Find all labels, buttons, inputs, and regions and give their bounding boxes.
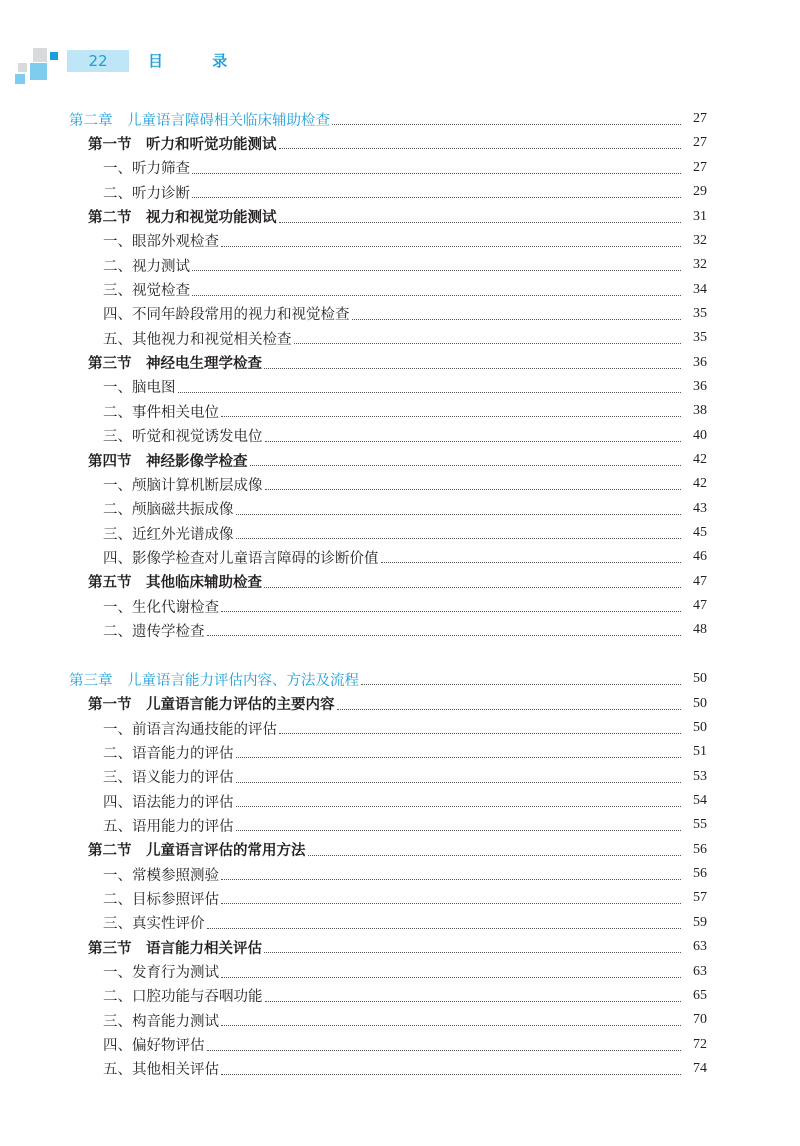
toc-section-row[interactable]: [0, 448, 800, 472]
toc-item-row[interactable]: [0, 180, 800, 204]
toc-title: 四、偏好物评估: [103, 1038, 205, 1055]
toc-item-row[interactable]: [0, 1057, 800, 1081]
decorative-square: [33, 48, 47, 62]
leader-dots: [178, 391, 682, 393]
toc-title: 二、视力测试: [103, 258, 190, 275]
leader-dots: [352, 318, 682, 320]
leader-dots: [192, 196, 681, 198]
toc-row-inner: [88, 937, 707, 958]
toc-item-row[interactable]: [0, 424, 800, 448]
toc-row-inner: [103, 620, 707, 641]
toc-title: 一、听力筛查: [103, 161, 190, 178]
toc-page-number: 29: [693, 184, 707, 200]
toc-row-inner: [103, 1058, 707, 1079]
header-title: 目 录: [148, 52, 250, 70]
toc-page-number: 72: [693, 1036, 707, 1052]
leader-dots: [221, 878, 681, 880]
toc-page-number: 47: [693, 573, 707, 589]
leader-dots: [236, 805, 682, 807]
toc-item-row[interactable]: [0, 545, 800, 569]
toc-row-inner: [103, 912, 707, 933]
toc-row-inner: [88, 693, 707, 714]
toc-page-number: 40: [693, 427, 707, 443]
toc-title: 一、颅脑计算机断层成像: [103, 477, 263, 494]
toc-title: 第二节 视力和视觉功能测试: [88, 209, 277, 227]
toc-page-number: 36: [693, 378, 707, 394]
decorative-square: [50, 52, 58, 60]
page-number: 22: [67, 50, 129, 72]
toc-section-row[interactable]: [0, 204, 800, 228]
toc-item-row[interactable]: [0, 911, 800, 935]
toc-item-row[interactable]: [0, 1032, 800, 1056]
toc-row-inner: [103, 791, 707, 812]
toc-page-number: 74: [693, 1060, 707, 1076]
toc-page-number: 27: [693, 135, 707, 151]
toc-title: 三、真实性评价: [103, 916, 205, 933]
toc-title: 第一节 儿童语言能力评估的主要内容: [88, 696, 335, 714]
toc-title: 一、常模参照测验: [103, 867, 219, 884]
toc-page-number: 57: [693, 890, 707, 906]
leader-dots: [236, 829, 682, 831]
toc-row-inner: [88, 450, 707, 471]
toc-row-inner: [88, 839, 707, 860]
toc-item-row[interactable]: [0, 277, 800, 301]
toc-row-inner: [103, 985, 707, 1006]
toc-title: 第三章 儿童语言能力评估内容、方法及流程: [69, 672, 359, 689]
toc-page-number: 70: [693, 1012, 707, 1028]
toc-page-number: 63: [693, 963, 707, 979]
leader-dots: [221, 610, 681, 612]
toc-page-number: 50: [693, 671, 707, 687]
toc-page-number: 50: [693, 695, 707, 711]
toc-title: 二、语音能力的评估: [103, 745, 234, 762]
toc-title: 二、听力诊断: [103, 185, 190, 202]
toc-item-row[interactable]: [0, 399, 800, 423]
toc-row-inner: [88, 352, 707, 373]
toc-section-row[interactable]: [0, 570, 800, 594]
toc-item-row[interactable]: [0, 497, 800, 521]
toc-row-inner: [103, 961, 707, 982]
toc-item-row[interactable]: [0, 862, 800, 886]
toc-page-number: 35: [693, 330, 707, 346]
toc-page-number: 56: [693, 866, 707, 882]
toc-page-number: 27: [693, 111, 707, 127]
toc-item-row[interactable]: [0, 326, 800, 350]
toc-title: 三、听觉和视觉诱发电位: [103, 429, 263, 446]
leader-dots: [221, 415, 681, 417]
leader-dots: [236, 756, 682, 758]
toc-title: 四、语法能力的评估: [103, 794, 234, 811]
decorative-square: [15, 74, 25, 84]
toc-item-row[interactable]: [0, 521, 800, 545]
toc-page-number: 53: [693, 768, 707, 784]
toc-page-number: 43: [693, 500, 707, 516]
toc-title: 四、不同年龄段常用的视力和视觉检查: [103, 307, 350, 324]
toc-item-row[interactable]: [0, 765, 800, 789]
toc-page-number: 27: [693, 159, 707, 175]
toc-row-inner: [103, 523, 707, 544]
toc-row-inner: [88, 206, 707, 227]
leader-dots: [207, 634, 682, 636]
leader-dots: [221, 1024, 681, 1026]
toc-page-number: 46: [693, 549, 707, 565]
leader-dots: [279, 221, 682, 223]
toc-row-inner: [103, 766, 707, 787]
leader-dots: [192, 269, 681, 271]
leader-dots: [236, 513, 682, 515]
toc-row-inner: [103, 474, 707, 495]
toc-item-row[interactable]: [0, 594, 800, 618]
toc-page-number: 31: [693, 208, 707, 224]
toc-page-number: 59: [693, 914, 707, 930]
toc-title: 第一节 听力和听觉功能测试: [88, 135, 277, 153]
decorative-square: [30, 63, 47, 80]
toc-row-inner: [103, 718, 707, 739]
toc-row-inner: [103, 376, 707, 397]
toc-title: 三、构音能力测试: [103, 1013, 219, 1030]
toc-title: 二、口腔功能与吞咽功能: [103, 989, 263, 1006]
leader-dots: [381, 561, 682, 563]
toc-title: 三、近红外光谱成像: [103, 526, 234, 543]
toc-row-inner: [103, 255, 707, 276]
toc-item-row[interactable]: [0, 472, 800, 496]
toc-row-inner: [88, 133, 707, 154]
toc-title: 第三节 神经电生理学检查: [88, 355, 262, 373]
toc-page-number: 32: [693, 257, 707, 273]
leader-dots: [337, 708, 682, 710]
leader-dots: [250, 464, 682, 466]
toc-title: 第二节 儿童语言评估的常用方法: [88, 842, 306, 860]
leader-dots: [236, 781, 682, 783]
toc-row-inner: [103, 303, 707, 324]
leader-dots: [361, 683, 681, 685]
toc-title: 三、视觉检查: [103, 283, 190, 300]
toc-page-number: 35: [693, 305, 707, 321]
toc-title: 一、眼部外观检查: [103, 234, 219, 251]
toc-row-inner: [103, 328, 707, 349]
toc-item-row[interactable]: [0, 1008, 800, 1032]
toc-page-number: 34: [693, 281, 707, 297]
leader-dots: [236, 537, 682, 539]
leader-dots: [192, 294, 681, 296]
toc-item-row[interactable]: [0, 813, 800, 837]
toc-row-inner: [103, 230, 707, 251]
toc-item-row[interactable]: [0, 156, 800, 180]
leader-dots: [221, 245, 681, 247]
toc-row-inner: [103, 279, 707, 300]
toc-title: 一、前语言沟通技能的评估: [103, 721, 277, 738]
toc-row-inner: [69, 669, 707, 690]
leader-dots: [265, 1000, 682, 1002]
toc-title: 一、生化代谢检查: [103, 599, 219, 616]
toc-item-row[interactable]: [0, 302, 800, 326]
toc-row-inner: [103, 182, 707, 203]
toc-page-number: 42: [693, 476, 707, 492]
toc-section-row[interactable]: [0, 935, 800, 959]
leader-dots: [264, 586, 681, 588]
leader-dots: [265, 440, 682, 442]
toc-title: 二、目标参照评估: [103, 891, 219, 908]
leader-dots: [265, 488, 682, 490]
toc-row-inner: [103, 864, 707, 885]
leader-dots: [221, 976, 681, 978]
toc-chapter-row[interactable]: [0, 107, 800, 131]
toc-title: 五、其他相关评估: [103, 1062, 219, 1079]
toc-page-number: 38: [693, 403, 707, 419]
toc-item-row[interactable]: [0, 618, 800, 642]
toc-title: 四、影像学检查对儿童语言障碍的诊断价值: [103, 550, 379, 567]
toc-item-row[interactable]: [0, 789, 800, 813]
toc-page-number: 36: [693, 354, 707, 370]
leader-dots: [221, 902, 681, 904]
toc-section-row[interactable]: [0, 692, 800, 716]
toc-item-row[interactable]: [0, 959, 800, 983]
leader-dots: [279, 732, 681, 734]
toc-row-inner: [103, 596, 707, 617]
toc-row-inner: [103, 742, 707, 763]
toc-title: 三、语义能力的评估: [103, 770, 234, 787]
leader-dots: [332, 123, 681, 125]
leader-dots: [221, 1073, 681, 1075]
leader-dots: [279, 147, 682, 149]
toc-row-inner: [103, 425, 707, 446]
toc-title: 二、遗传学检查: [103, 623, 205, 640]
toc-title: 第三节 语言能力相关评估: [88, 939, 262, 957]
toc-row-inner: [88, 571, 707, 592]
toc-page-number: 47: [693, 598, 707, 614]
toc-row-inner: [103, 547, 707, 568]
toc-item-row[interactable]: [0, 984, 800, 1008]
toc-page-number: 51: [693, 744, 707, 760]
toc-row-inner: [103, 888, 707, 909]
toc-section-row[interactable]: [0, 838, 800, 862]
toc-item-row[interactable]: [0, 375, 800, 399]
toc-page-number: 54: [693, 793, 707, 809]
toc-page-number: 56: [693, 841, 707, 857]
toc-item-row[interactable]: [0, 253, 800, 277]
toc-item-row[interactable]: [0, 716, 800, 740]
leader-dots: [294, 342, 682, 344]
leader-dots: [192, 172, 681, 174]
toc-row-inner: [103, 401, 707, 422]
leader-dots: [207, 927, 682, 929]
toc-row-inner: [103, 815, 707, 836]
toc-section-row[interactable]: [0, 351, 800, 375]
leader-dots: [264, 367, 681, 369]
toc-title: 第二章 儿童语言障碍相关临床辅助检查: [69, 112, 330, 129]
toc-title: 二、颅脑磁共振成像: [103, 502, 234, 519]
toc-page-number: 63: [693, 939, 707, 955]
toc-title: 第五节 其他临床辅助检查: [88, 574, 262, 592]
toc-title: 一、脑电图: [103, 380, 176, 397]
decorative-square: [18, 63, 27, 72]
toc-page-number: 42: [693, 452, 707, 468]
toc-page-number: 32: [693, 232, 707, 248]
toc-title: 第四节 神经影像学检查: [88, 452, 248, 470]
toc-title: 五、语用能力的评估: [103, 818, 234, 835]
toc-row-inner: [103, 1034, 707, 1055]
toc-page-number: 55: [693, 817, 707, 833]
toc-title: 一、发育行为测试: [103, 965, 219, 982]
toc-title: 二、事件相关电位: [103, 404, 219, 421]
toc-row-inner: [103, 1010, 707, 1031]
leader-dots: [308, 854, 682, 856]
toc-section-row[interactable]: [0, 131, 800, 155]
toc-page-number: 50: [693, 720, 707, 736]
toc-item-row[interactable]: [0, 229, 800, 253]
leader-dots: [264, 951, 681, 953]
toc-row-inner: [103, 498, 707, 519]
toc-row-inner: [103, 157, 707, 178]
toc-page-number: 65: [693, 987, 707, 1003]
toc-item-row[interactable]: [0, 886, 800, 910]
leader-dots: [207, 1049, 682, 1051]
toc-page-number: 45: [693, 525, 707, 541]
toc-title: 五、其他视力和视觉相关检查: [103, 331, 292, 348]
page-header: [0, 0, 800, 100]
toc-item-row[interactable]: [0, 740, 800, 764]
toc-chapter-row[interactable]: [0, 667, 800, 691]
toc-page-number: 48: [693, 622, 707, 638]
toc-row-inner: [69, 109, 707, 130]
